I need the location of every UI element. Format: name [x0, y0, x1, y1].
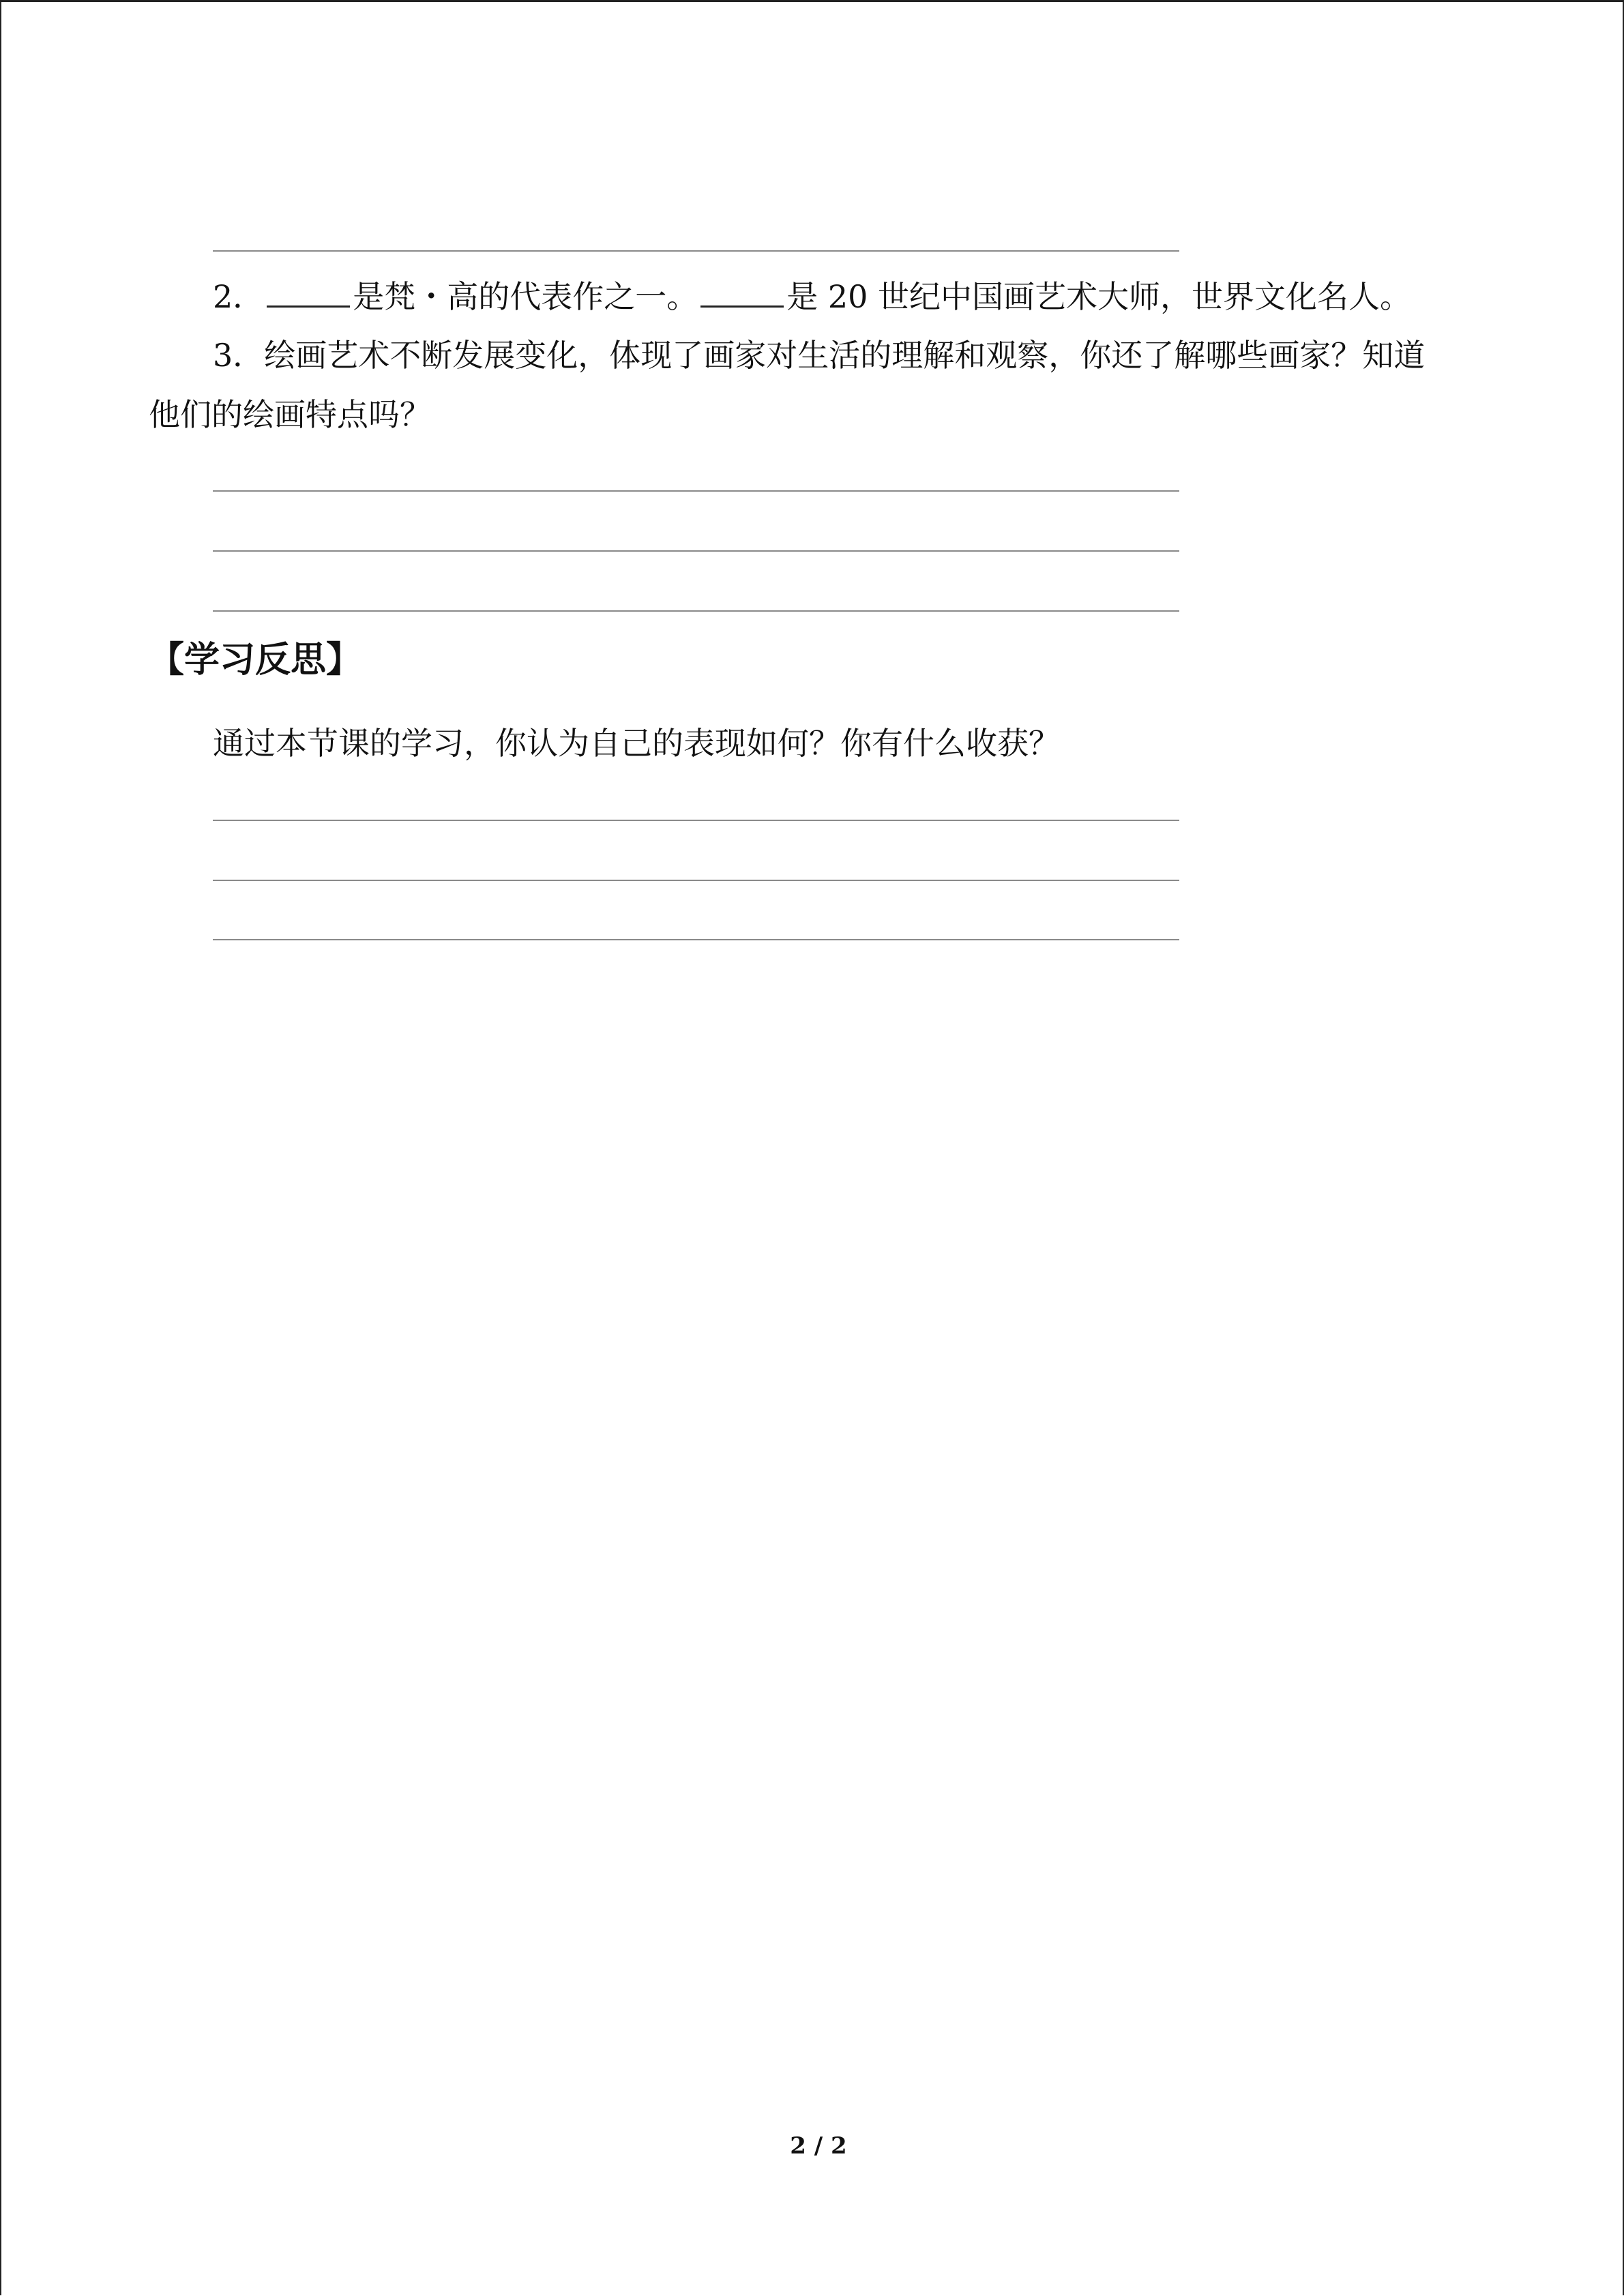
reflection-prompt: 通过本节课的学习，你认为自己的表现如何？你有什么收获？ [213, 725, 1060, 762]
page-number: 2 / 2 [790, 2132, 847, 2160]
blank-1[interactable] [267, 275, 350, 308]
answer-line[interactable] [213, 939, 1179, 940]
question-2-part-a: 是梵・高的代表作之一。 [353, 278, 698, 315]
question-3-line-2: 他们的绘画特点吗？ [149, 396, 431, 433]
section-heading-reflection: 【学习反思】 [149, 640, 362, 681]
blank-2[interactable] [700, 275, 784, 308]
question-2-number: 2． [213, 278, 265, 315]
question-2 [213, 275, 1411, 317]
answer-line[interactable] [213, 820, 1179, 821]
answer-line[interactable] [213, 610, 1179, 612]
answer-line[interactable] [213, 250, 1179, 252]
question-3-line-1: 3．绘画艺术不断发展变化，体现了画家对生活的理解和观察，你还了解哪些画家？知道 [213, 337, 1426, 374]
question-2-part-b: 是 20 世纪中国画艺术大师，世界文化名人。 [786, 278, 1412, 315]
answer-line[interactable] [213, 490, 1179, 492]
answer-line[interactable] [213, 550, 1179, 552]
answer-line[interactable] [213, 880, 1179, 881]
